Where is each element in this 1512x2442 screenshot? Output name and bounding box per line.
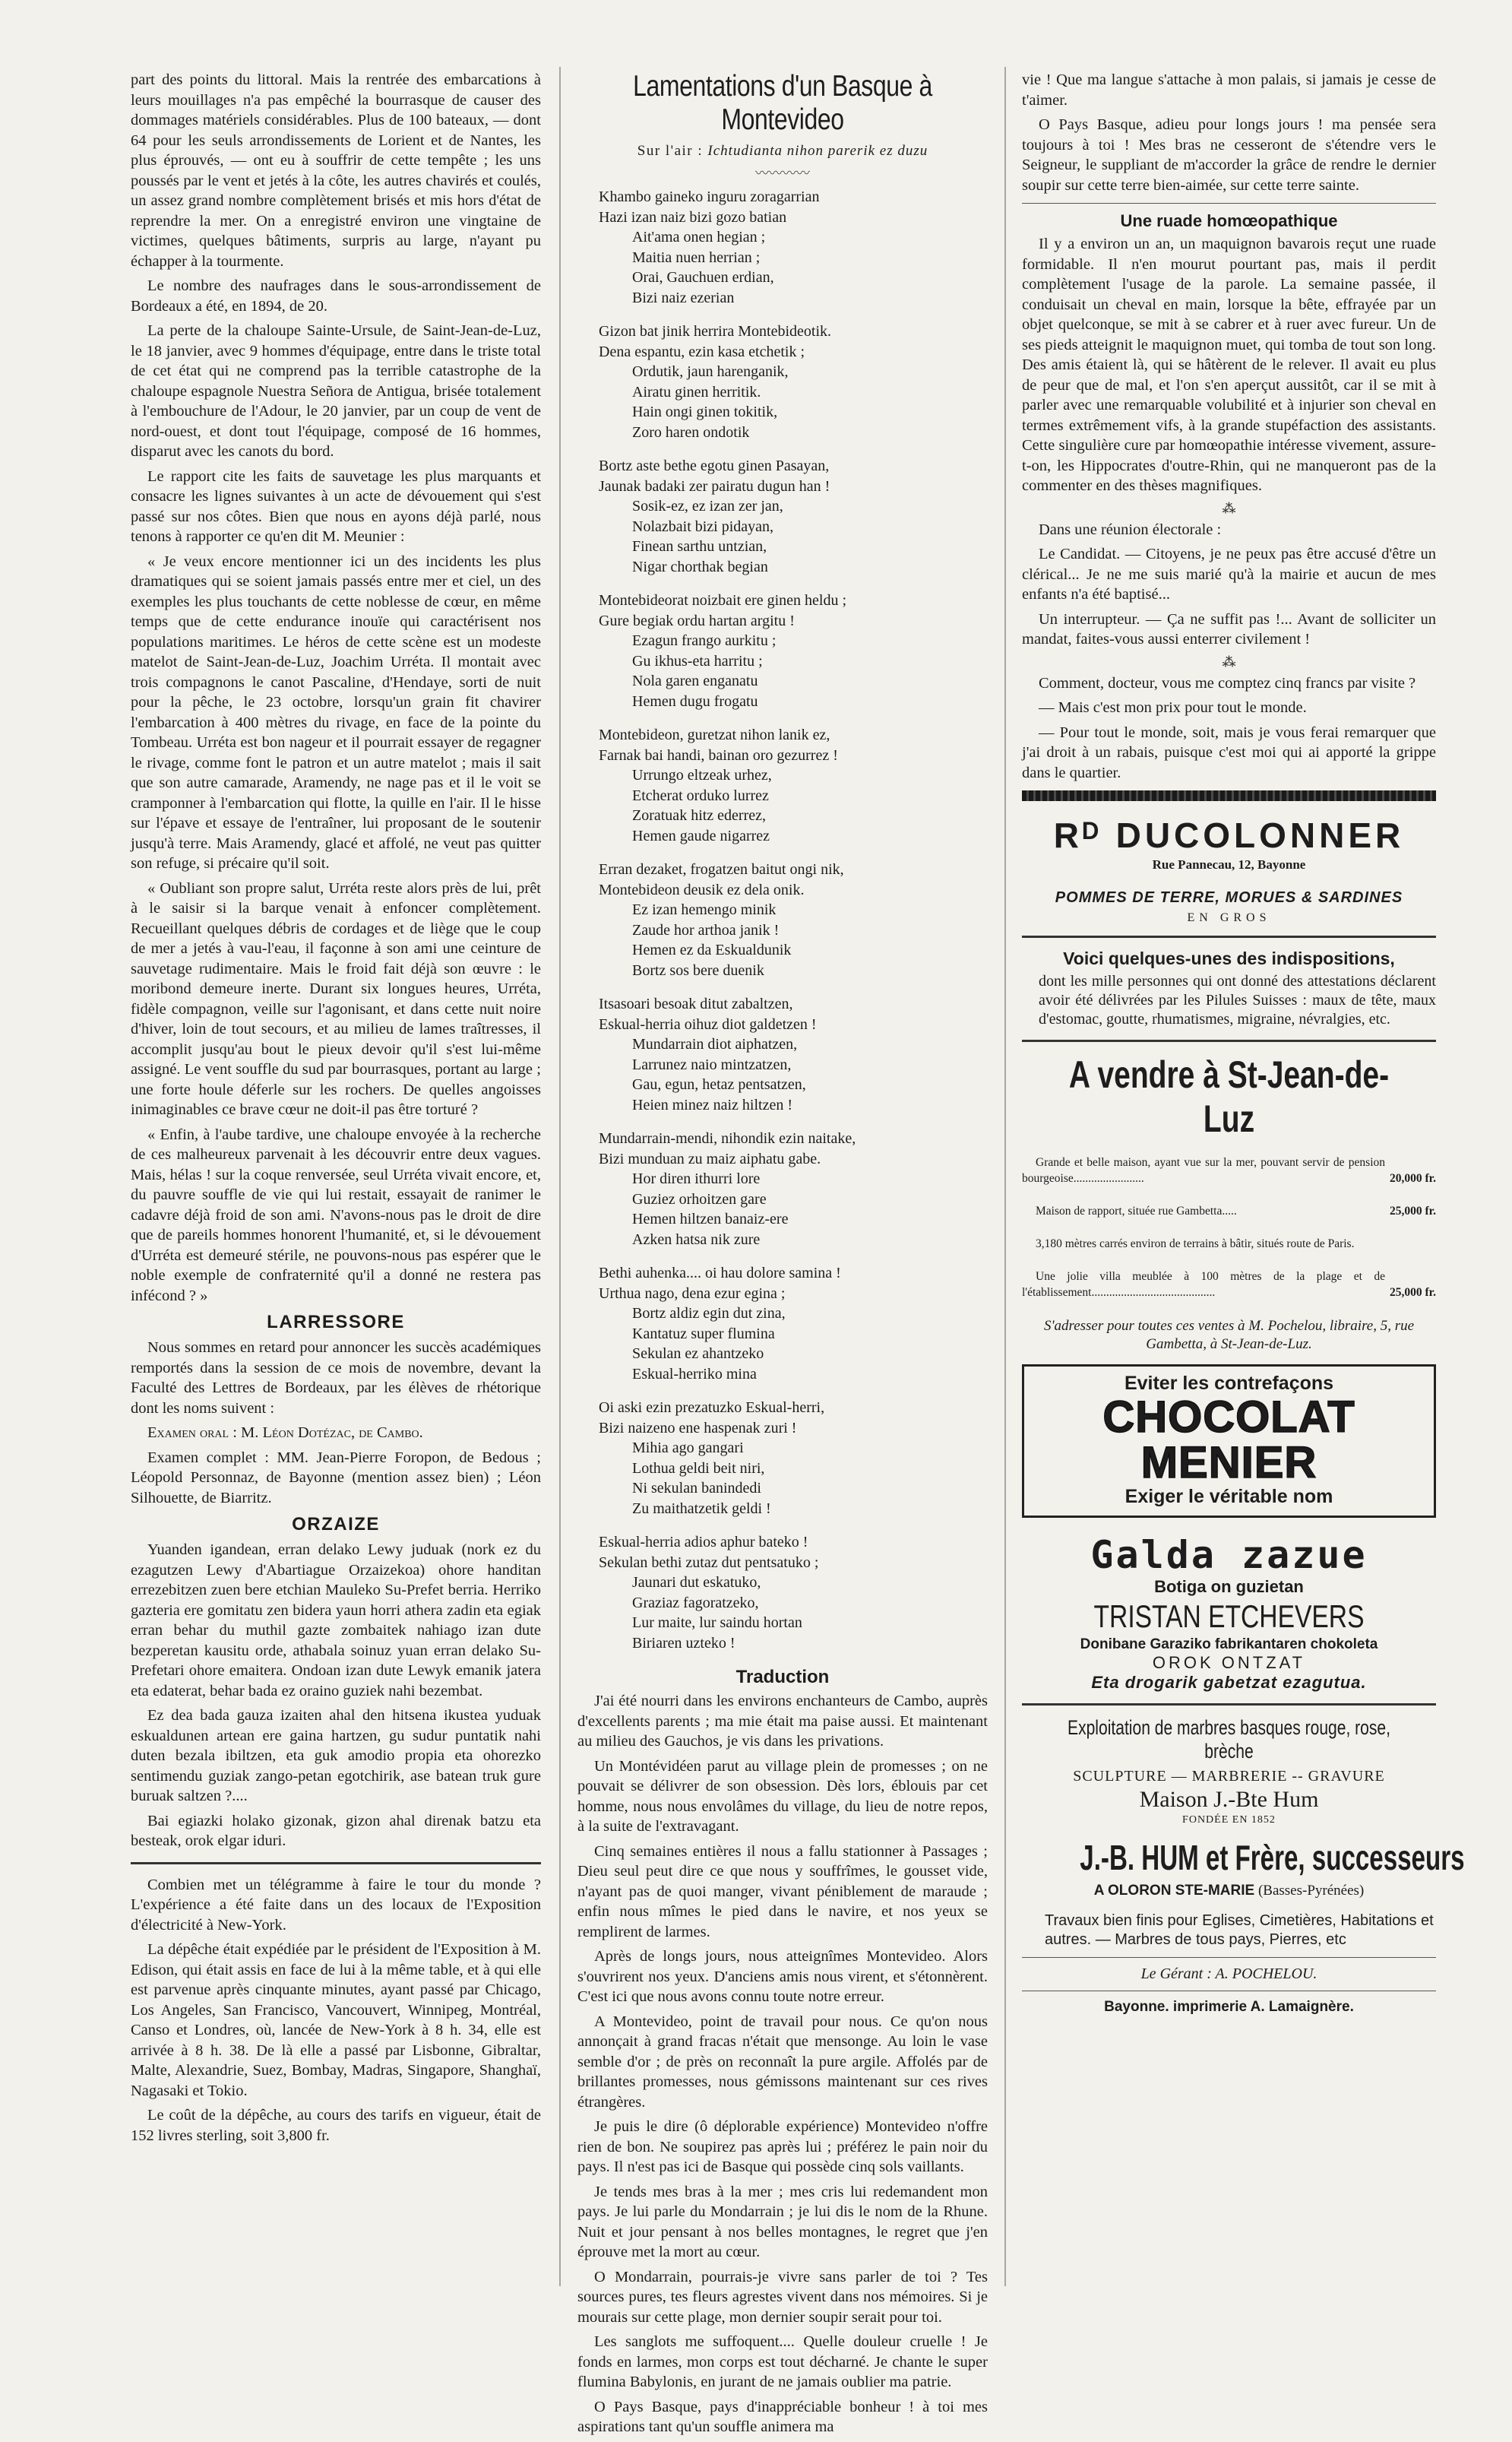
poem-line: Gure begiak ordu hartan argitu ! <box>599 612 795 629</box>
poem-line: Hemen gaude nigarrez <box>632 827 770 844</box>
poem-line: Gu ikhus-eta harritu ; <box>632 652 763 670</box>
poem-line: Ez izan hemengo minik <box>632 901 777 918</box>
publisher-manager: Le Gérant : A. POCHELOU. <box>1140 1965 1317 1982</box>
paragraph: O Pays Basque, adieu pour longs jours ! ma pensée sera toujours à toi ! Mes bras ne cesseront de s'étendre vers le Seigneur, le suppliant de m'accorder la grâce de rendre le dernier soupir sur cette terre bien-aimée, sur cette terre sainte. <box>1022 116 1436 194</box>
poem-stanza <box>599 725 988 846</box>
poem-line: Hain ongi ginen tokitik, <box>632 404 778 420</box>
column-right <box>1022 70 1465 2016</box>
sale-description: Une jolie villa meublée à 100 mètres de la plage et de l'établissement.......................................... <box>1022 1270 1385 1299</box>
poem-line: Graziaz fagoratzeko, <box>632 1594 759 1611</box>
poem-line: Bortz aste bethe egotu ginen Pasayan, <box>599 458 830 474</box>
poem-line: Airatu ginen herritik. <box>632 383 761 401</box>
ad-region: (Basses-Pyrénées) <box>1257 1883 1365 1899</box>
ad-line: OROK ONTZAT <box>1152 1653 1306 1672</box>
poem-line: Dena espantu, ezin kasa etchetik ; <box>599 343 805 360</box>
ad-border <box>1022 790 1436 801</box>
ad-chocolat-menier <box>1022 1364 1436 1518</box>
ad-brand: TRISTAN ETCHEVERS <box>1093 1598 1365 1634</box>
sale-item <box>1022 1203 1436 1219</box>
section-heading: ORZAIZE <box>292 1514 380 1535</box>
paragraph: Bai egiazki holako gizonak, gizon ahal direnak batzu eta besteak, orok elgar iduri. <box>131 1812 541 1849</box>
poem-line: Bortz sos bere duenik <box>632 961 764 979</box>
poem-line: Guziez orhoitzen gare <box>632 1190 767 1208</box>
paragraph: Cinq semaines entières il nous a fallu stationner à Passages ; Dieu seul peut dire ce que nous y souffrîmes, le gousset vide, n'ayant pas de quoi manger, vivant péniblement de maraude ; enfin nous mîmes le pied dans le navire, et nos yeux se remplirent de larmes. <box>577 1842 988 1940</box>
poem-line: Bizi munduan zu maiz aiphatu gabe. <box>599 1150 821 1167</box>
ad-line: Botiga on guzietan <box>1154 1577 1304 1596</box>
poem-line: Itsasoari besoak ditut zabaltzen, <box>599 996 793 1012</box>
poem-line: Orai, Gauchuen erdian, <box>632 269 774 286</box>
printer-imprint: Bayonne. imprimerie A. Lamaignère. <box>1104 1999 1354 2015</box>
ad-body: Travaux bien finis pour Eglises, Cimetières, Habitations et autres. — Marbres de tous pays, Pierres, etc <box>1045 1912 1434 1948</box>
ad-title: A vendre à St-Jean-de-Luz <box>1068 1053 1390 1140</box>
poem-line: Lothua geldi beit niri, <box>632 1459 765 1477</box>
poem-line: Jaunak badaki zer pairatu dugun han ! <box>599 477 830 495</box>
sale-description: Maison de rapport, située rue Gambetta..... <box>1036 1205 1237 1218</box>
poem-line: Gizon bat jinik herrira Montebideotik. <box>599 323 832 340</box>
ad-name: Rᴰ DUCOLONNER <box>1053 816 1405 855</box>
sale-description: Grande et belle maison, ayant vue sur la mer, pouvant servir de pension bourgeoise........................ <box>1022 1156 1385 1185</box>
paragraph: Combien met un télégramme à faire le tour du monde ? L'expérience a été faite dans un des locaux de l'Exposition d'électricité à New-York. <box>131 1876 541 1934</box>
poem-line: Maitia nuen herrian ; <box>632 249 761 266</box>
paragraph: « Je veux encore mentionner ici un des incidents les plus dramatiques qui se soient jamais passés entre mer et ciel, un des exemples les plus touchants de cette noblesse de cœur, en même temps que de cette endurance inouïe qui caractérisent nos populations maritimes. Le héros de cette scène est un modeste matelot de Saint-Jean-de-Luz, Joachim Urréta. Il montait avec trois compagnons le canot Pascaline, d'Hendaye, sorti de nuit pour la pêche, le 23 octobre, lorsqu'un grain fit chavirer l'embarcation à 400 mètres du rivage, en face de la pointe du Tombeau. Urréta est bon nageur et il pourrait essayer de regagner le rivage, comme font le patron et un autre matelot ; mais il sait que son autre camarade, Aramendy, ne nage pas et il le voit se cramponner à l'embarcation qui flotte, la quille en l'air. Il le hisse sur l'épave et essaye de l'entraîner, lui proposant de le soutenir jusqu'à terre. Mais Aramendy, glacé et affolé, ne veut pas quitter son refuge, si précaire qu'il soit. <box>131 553 541 872</box>
poem-stanza <box>599 187 988 308</box>
sale-description: 3,180 mètres carrés environ de terrains à bâtir, situés route de Paris. <box>1036 1237 1355 1250</box>
poem-line: Bizi naiz ezerian <box>632 289 735 306</box>
poem-line: Montebideon, guretzat nihon lanik ez, <box>599 727 830 743</box>
poem-stanza <box>599 860 988 980</box>
poem-line: Bethi auhenka.... oi hau dolore samina ! <box>599 1265 841 1281</box>
poem-line: Zoratuak hitz ederrez, <box>632 807 767 824</box>
poem-line: Zaude hor arthoa janik ! <box>632 921 780 939</box>
paragraph: Yuanden igandean, erran delako Lewy juduak (nork ez du ezagutzen Lewy d'Abartiague Orzaizekoa) ohore handitan errezebitzen zuen bere etchian Mauleko Su-Prefet berria. Herriko gazteria ere gomitatu zen bidera yaun horri athera zadin eta egiak erran behar du muthil gazte zombaitek nahiago izan dute bezperetan kausitu orde, athabala soinuz yuan erran delako Su-Prefetari ohore emaitera. Ondoan izan dute Lewyk emanik jatera eta edaterat, behar bada ez oraino guziek nahi bezembat. <box>131 1541 541 1699</box>
poem-line: Azken hatsa nik zure <box>632 1231 761 1248</box>
ad-ducolonner <box>1022 815 1436 925</box>
poem-line: Ni sekulan banindedi <box>632 1480 761 1497</box>
poem-line: Biriaren uzteko ! <box>632 1634 735 1652</box>
poem-line: Hemen ez da Eskualdunik <box>632 942 792 958</box>
ad-brand: CHOCOLAT <box>1102 1392 1355 1442</box>
poem-line: Jaunari dut eskatuko, <box>632 1574 761 1591</box>
paragraph: Il y a environ un an, un maquignon bavarois reçut une ruade formidable. Il n'en mourut pourtant pas, mais il perdit complètement l'usage de la parole. La semaine passée, il conduisait un cheval en main, lorsque la bête, effrayée par un objet quelconque, se mit à se cabrer et à ruer avec fureur. Un de ses pieds atteignit le maquignon muet, qui tomba de tout son long. Des amis étaient là, qui se hâtèrent de le relever. Il avait eu plus de peur que de mal, et l'on s'en aperçut aussitôt, car il se mit à parler avec une remarquable volubilité et à injurier son cheval en termes extrêmement vifs, à la grande stupéfaction des assistants. Cette singulière cure par homœopathie intéresse vivement, assure-t-on, les Hippocrates d'outre-Rhin, qui ne manqueront pas de la commenter en des thèses magnifiques. <box>1022 236 1436 494</box>
ad-title: Exploitation de marbres basques rouge, rose, brèche <box>1068 1716 1390 1763</box>
paragraph: O Pays Basque, pays d'inappréciable bonheur ! à toi mes aspirations tant qu'un souffle animera ma <box>577 2398 988 2435</box>
poem-line: Nigar chorthak begian <box>632 558 768 575</box>
sale-price: 25,000 fr. <box>1390 1205 1436 1218</box>
poem-line: Mihia ago gangari <box>632 1440 744 1456</box>
paragraph: O Mondarrain, pourrais-je vivre sans parler de toi ? Tes sources pures, tes fleurs agrestes vivent dans nos mémoires. Si je mourais sur cette plage, mon dernier soupir serait pour toi. <box>577 2268 988 2326</box>
poem-stanza <box>599 1532 988 1653</box>
poem-line: Erran dezaket, frogatzen baitut ongi nik, <box>599 861 844 878</box>
ad-marbres-hum <box>1022 1716 1465 1949</box>
poem-line: Hazi izan naiz bizi gozo batian <box>599 208 787 226</box>
section-heading: LARRESSORE <box>267 1312 405 1332</box>
poem-stanza <box>599 321 988 442</box>
paragraph: Le Candidat. — Citoyens, je ne peux pas être accusé d'être un clérical... Je ne me suis marié qu'à la mairie et aucun de mes enfants n'a été baptisé... <box>1022 546 1436 603</box>
ad-vendre <box>1022 1053 1436 1354</box>
poem-line: Ait'ama onen hegian ; <box>632 229 766 245</box>
paragraph: Dans une réunion électorale : <box>1039 521 1222 538</box>
divider <box>131 1862 541 1864</box>
ad-contact: S'adresser pour toutes ces ventes à M. Pochelou, libraire, 5, rue Gambetta, à St-Jean-de-Luz. <box>1043 1318 1415 1352</box>
poem-air: Ichtudianta nihon parerik ez duzu <box>707 143 928 159</box>
translation <box>577 1691 988 2437</box>
poem-line: Urthua nago, dena ezur egina ; <box>599 1284 786 1302</box>
paragraph: part des points du littoral. Mais la rentrée des embarcations à leurs mouillages n'a pas empêché la bourrasque de causer des dommages matériels considérables. Plus de 100 bateaux, — dont 64 pour les seuls arrondissements de Lorient et de Nantes, les plus éprouvés, — ont eu à souffrir de cette tempête ; les uns poussés par le vent et jetés à la côte, les autres chavirés et coulés, un assez grand nombre complètement brisés et mis hors d'état de reprendre la mer. On a enregistré environ une vingtaine de victimes, quelques bâtiments, surpris au large, n'ayant pu échapper à la tourmente. <box>131 71 541 270</box>
poem-stanza <box>599 591 988 711</box>
poem-title: Lamentations d'un Basque à Montevideo <box>633 70 932 136</box>
ad-pilules <box>1022 949 1436 1029</box>
sale-price: 20,000 fr. <box>1390 1172 1436 1185</box>
poem-subtitle-prefix: Sur l'air : <box>637 143 704 159</box>
paragraph: La dépêche était expédiée par le président de l'Exposition à M. Edison, qui était assis en face de lui à la même table, et à qui elle est parvenue après cinquante minutes, ayant passé par Chicago, Los Angeles, San Francisco, Vancouvert, Winnipeg, Montréal, Canso et Londres, où, lancée de New-York à 8 h. 34, elle est arrivée à 8 h. 38. De là elle a passé par Lisbonne, Gibraltar, Malte, Alexandrie, Suez, Bombay, Madras, Singapore, Shanghaï, Nagasaki et Tokio. <box>131 1941 541 2099</box>
paragraph: Un interrupteur. — Ça ne suffit pas !... Avant de solliciter un mandat, faites-vous aussi enterrer civilement ! <box>1022 610 1436 648</box>
poem-line: Ezagun frango aurkitu ; <box>632 632 777 649</box>
ad-line: Maison J.-Bte Hum <box>1139 1787 1319 1812</box>
paragraph: Après de longs jours, nous atteignîmes Montevideo. Alors s'ouvrirent nos yeux. D'anciens amis nous virent, et s'étonnèrent. C'est ici que nous avons connu toute notre erreur. <box>577 1948 988 2005</box>
ad-products: POMMES DE TERRE, MORUES & SARDINES <box>1055 889 1403 906</box>
poem-line: Sosik-ez, ez izan zer jan, <box>632 498 783 515</box>
poem-stanza <box>599 1263 988 1384</box>
paragraph: Le rapport cite les faits de sauvetage les plus marquants et consacre les lignes suivantes à un acte de dévouement qui s'est passé sur nos côtes. Bien que nous en ayons déjà parlé, nous tenons à rapporter ce qu'en dit M. Meunier : <box>131 467 541 545</box>
ad-location <box>1022 1883 1436 1899</box>
divider <box>1022 936 1436 938</box>
column-middle <box>577 70 988 2442</box>
paragraph: La perte de la chaloupe Sainte-Ursule, de Saint-Jean-de-Luz, le 18 janvier, avec 9 hommes d'équipage, entre dans le triste total de cet état qui ne comprend pas la terrible catastrophe de la chaloupe espagnole Nuestra Señora de Antigua, brisée totalement à l'embouchure de l'Adour, le 20 janvier, par un coup de vent de nord-ouest, et dont tout l'équipage, composé de 16 hommes, disparut avec les canots du bord. <box>131 322 541 460</box>
poem-stanza <box>599 1398 988 1519</box>
divider <box>1022 1703 1436 1706</box>
ad-line: FONDÉE EN 1852 <box>1182 1814 1276 1826</box>
poem-line: Kantatuz super flumina <box>632 1325 775 1342</box>
poem-stanza <box>599 994 988 1115</box>
ad-line: Eta drogarik gabetzat ezagutua. <box>1091 1673 1367 1692</box>
paragraph: Le coût de la dépêche, au cours des tarifs en vigueur, était de 152 livres sterling, soit 3,800 fr. <box>131 2107 541 2144</box>
poem-line: Hemen dugu frogatu <box>632 692 758 710</box>
poem-line: Etcherat orduko lurrez <box>632 787 769 804</box>
poem-line: Montebideorat noizbait ere ginen heldu ; <box>599 592 847 609</box>
poem-line: Mundarrain-mendi, nihondik ezin naitake, <box>599 1130 856 1147</box>
paragraph: Nous sommes en retard pour annoncer les succès académiques remportés dans la session de ce mois de novembre, devant la Faculté des Lettres de Bordeaux, par les élèves de rhétorique dont les noms suivent : <box>131 1339 541 1417</box>
sale-item <box>1022 1236 1436 1252</box>
poem-stanza <box>599 456 988 577</box>
poem-line: Ordutik, jaun harenganik, <box>632 363 789 380</box>
section-heading: Traduction <box>735 1667 830 1687</box>
poem-line: Montebideon deusik ez dela onik. <box>599 881 805 898</box>
column-rule <box>559 67 561 2286</box>
poem-line: Bortz aldiz egin dut zina, <box>632 1305 786 1322</box>
poem-line: Zu maithatzetik geldi ! <box>632 1500 771 1517</box>
poem-line: Heien minez naiz hiltzen ! <box>632 1096 793 1113</box>
ad-address: Rue Pannecau, 12, Bayonne <box>1152 857 1306 872</box>
ad-galda-zazue <box>1022 1533 1436 1693</box>
ad-wholesale: EN GROS <box>1187 911 1271 924</box>
poem-line: Sekulan bethi zutaz dut pentsatuko ; <box>599 1554 819 1571</box>
paragraph: Je tends mes bras à la mer ; mes cris lui redemandent mon pays. Je lui parle du Mondarrain ; je lui dis le nom de la Rhune. Nuit et jour pensant à nos belles montagnes, le regret que j'en éprouve met la mort au cœur. <box>577 2183 988 2260</box>
paragraph: Ez dea bada gauza izaiten ahal den hitsena ikustea yuduak eskualdunen artean ere gaina hartzen, gu sudur puntatik nahi duten bezala ibiltzen, eta guk amodio propia eta ohorezko sentimendu guziak zango-petan egotchirik, ase batean truk gure buruak saltzen ?.... <box>131 1707 541 1804</box>
poem-line: Oi aski ezin prezatuzko Eskual-herri, <box>599 1399 825 1416</box>
poem-line: Bizi naizeno ene haspenak zuri ! <box>599 1419 797 1436</box>
paragraph: Examen complet : MM. Jean-Pierre Foropon, de Bedous ; Léopold Personnaz, de Bayonne (mention assez bien) ; Léon Silhouette, de Biarritz. <box>131 1449 541 1506</box>
poem-line: Eskual-herriko mina <box>632 1365 757 1383</box>
poem-line: Nolazbait bizi pidayan, <box>632 518 774 535</box>
poem-line: Finean sarthu untzian, <box>632 538 767 555</box>
poem-line: Hor diren ithurri lore <box>632 1170 761 1187</box>
ad-line: Donibane Garaziko fabrikantaren chokoleta <box>1080 1636 1378 1652</box>
divider <box>1022 203 1436 204</box>
paragraph: — Mais c'est mon prix pour tout le monde. <box>1039 699 1307 716</box>
asterism: ⁂ <box>1222 654 1236 670</box>
sale-item <box>1022 1269 1436 1300</box>
ad-city: A OLORON STE-MARIE <box>1093 1883 1255 1899</box>
paragraph: Comment, docteur, vous me comptez cinq francs par visite ? <box>1039 674 1416 692</box>
divider <box>1022 1040 1436 1042</box>
poem-stanzas <box>577 187 988 1653</box>
ad-title: Voici quelques-unes des indispositions, <box>1063 949 1395 968</box>
paragraph: Un Montévidéen parut au village plein de promesses ; on ne pouvait se délivrer de son obsession. Dès lors, éblouis par cet homme, nous nous envolâmes du village, du lieu de notre repos, à la suite de l'extravagant. <box>577 1757 988 1835</box>
ornament: 〰〰〰〰 <box>755 166 810 181</box>
poem-line: Khambo gaineko inguru zoragarrian <box>599 188 820 205</box>
sale-list <box>1022 1154 1436 1300</box>
paragraph: « Enfin, à l'aube tardive, une chaloupe envoyée à la recherche de ces malheureux parvenait à les découvrir entre deux vagues. Mais, hélas ! sur la coque renversée, seul Urréta vivait encore, et, du pauvre souffle de vie qui lui restait, essayait de ranimer le cadavre déjà froid de son ami. N'avons-nous pas le droit de dire que de pareils hommes honorent l'humanité, et, si le dévouement d'Urréta est demeuré stérile, ne pouvons-nous pas espérer que le noble exemple de confraternité qu'il a donné ne restera pas infécond ? » <box>131 1126 541 1304</box>
poem-line: Zoro haren ondotik <box>632 423 750 441</box>
poem-line: Farnak bai handi, bainan oro gezurrez ! <box>599 746 838 764</box>
poem-line: Eskual-herria adios aphur bateko ! <box>599 1534 808 1550</box>
divider <box>1022 1957 1436 1958</box>
sale-item <box>1022 1154 1436 1186</box>
poem-subtitle <box>577 143 988 160</box>
paragraph: J'ai été nourri dans les environs enchanteurs de Cambo, auprès d'excellents parents ; ma mie était ma paise aussi. Et maintenant au milieu des Gauchos, je vis dans les privations. <box>577 1693 988 1750</box>
paragraph: Les sanglots me suffoquent.... Quelle douleur cruelle ! Je fonds en larmes, mon corps est tout décharné. Je chante le super flumina Babylonis, en jurant de ne jamais oublier ma patrie. <box>577 2333 988 2390</box>
paragraph: Le nombre des naufrages dans le sous-arrondissement de Bordeaux a été, en 1894, de 20. <box>131 277 541 315</box>
column-left <box>131 70 541 2150</box>
poem-line: Gau, egun, hetaz pentsatzen, <box>632 1076 806 1093</box>
poem-line: Mundarrain diot aiphatzen, <box>632 1036 798 1053</box>
poem-line: Larrunez naio mintzatzen, <box>632 1056 792 1073</box>
ad-brand: MENIER <box>1140 1438 1317 1487</box>
poem-line: Hemen hiltzen banaiz-ere <box>632 1211 789 1227</box>
paragraph: — Pour tout le monde, soit, mais je vous ferai remarquer que j'ai droit à un rabais, puisque c'est moi qui ai apporté la grippe dans le quartier. <box>1022 724 1436 781</box>
poem-line: Nola garen enganatu <box>632 673 758 689</box>
asterism: ⁂ <box>1222 500 1236 516</box>
ad-title: Galda zazue <box>1090 1533 1368 1577</box>
poem-line: Lur maite, lur saindu hortan <box>632 1614 802 1631</box>
paragraph: A Montevideo, point de travail pour nous. Ce qu'on nous annonçait à grand fracas n'était que mensonge. Au loin le vase semble d'or ; de près on reconnaît la pure argile. Affolés par de brillantes promesses, nous gémissons maintenant sur ces rives étrangères. <box>577 2013 988 2111</box>
poem-line: Urrungo eltzeak urhez, <box>632 767 772 784</box>
ad-body: dont les mille personnes qui ont donné des attestations déclarent avoir été délivrées par les Pilules Suisses : maux de tête, maux d'estomac, goutte, rhumatismes, migraine, névralgies, etc. <box>1039 973 1436 1028</box>
paragraph: Je puis le dire (ô déplorable expérience) Montevideo n'offre rien de bon. Ne soupirez pas après lui ; préférez le pain noir du pays. Il n'est pas ici de Basque qui possède cinq sols vaillants. <box>577 2118 988 2175</box>
section-heading: Une ruade homœopathique <box>1120 211 1338 230</box>
sale-price: 25,000 fr. <box>1390 1286 1436 1299</box>
ad-line: Eviter les contrefaçons <box>1124 1373 1334 1394</box>
paragraph: « Oubliant son propre salut, Urréta reste alors près de lui, prêt à le saisir si la barque venait à enfoncer complètement. Recueillant quelques débris de cordages et de liège que le coup de mer a jetés à vau-l'eau, il façonne à son ami une ceinture de sauvetage rudimentaire. Mais le froid fait déjà son œuvre : le moribond demeure inerte. Durant six longues heures, Urréta, fidèle compagnon, veille sur l'agonisant, et dans cette nuit noire d'hiver, loin de tout secours, et au milieu de lames traîtresses, il accomplit jusqu'au bout le pieux devoir qu'il s'est lui-même assigné. Le vent souffle du sud par bourrasques, portant au large ; une forte houle déferle sur les rochers. De quelles angoisses inimaginables ce brave cœur ne doit-il pas être torturé ? <box>131 879 541 1118</box>
ad-line: SCULPTURE — MARBRERIE -- GRAVURE <box>1073 1768 1385 1785</box>
column-rule <box>1004 67 1006 2286</box>
poem-line: Eskual-herria oihuz diot galdetzen ! <box>599 1015 817 1033</box>
paragraph: Examen oral : M. Léon Dotézac, de Cambo. <box>147 1424 423 1441</box>
poem-line: Sekulan ez ahantzeko <box>632 1345 764 1362</box>
poem-stanza <box>599 1129 988 1250</box>
ad-line: Exiger le véritable nom <box>1125 1486 1333 1507</box>
ad-brand: J.-B. HUM et Frère, successeurs <box>1080 1838 1465 1877</box>
paragraph: vie ! Que ma langue s'attache à mon palais, si jamais je cesse de t'aimer. <box>1022 71 1436 109</box>
